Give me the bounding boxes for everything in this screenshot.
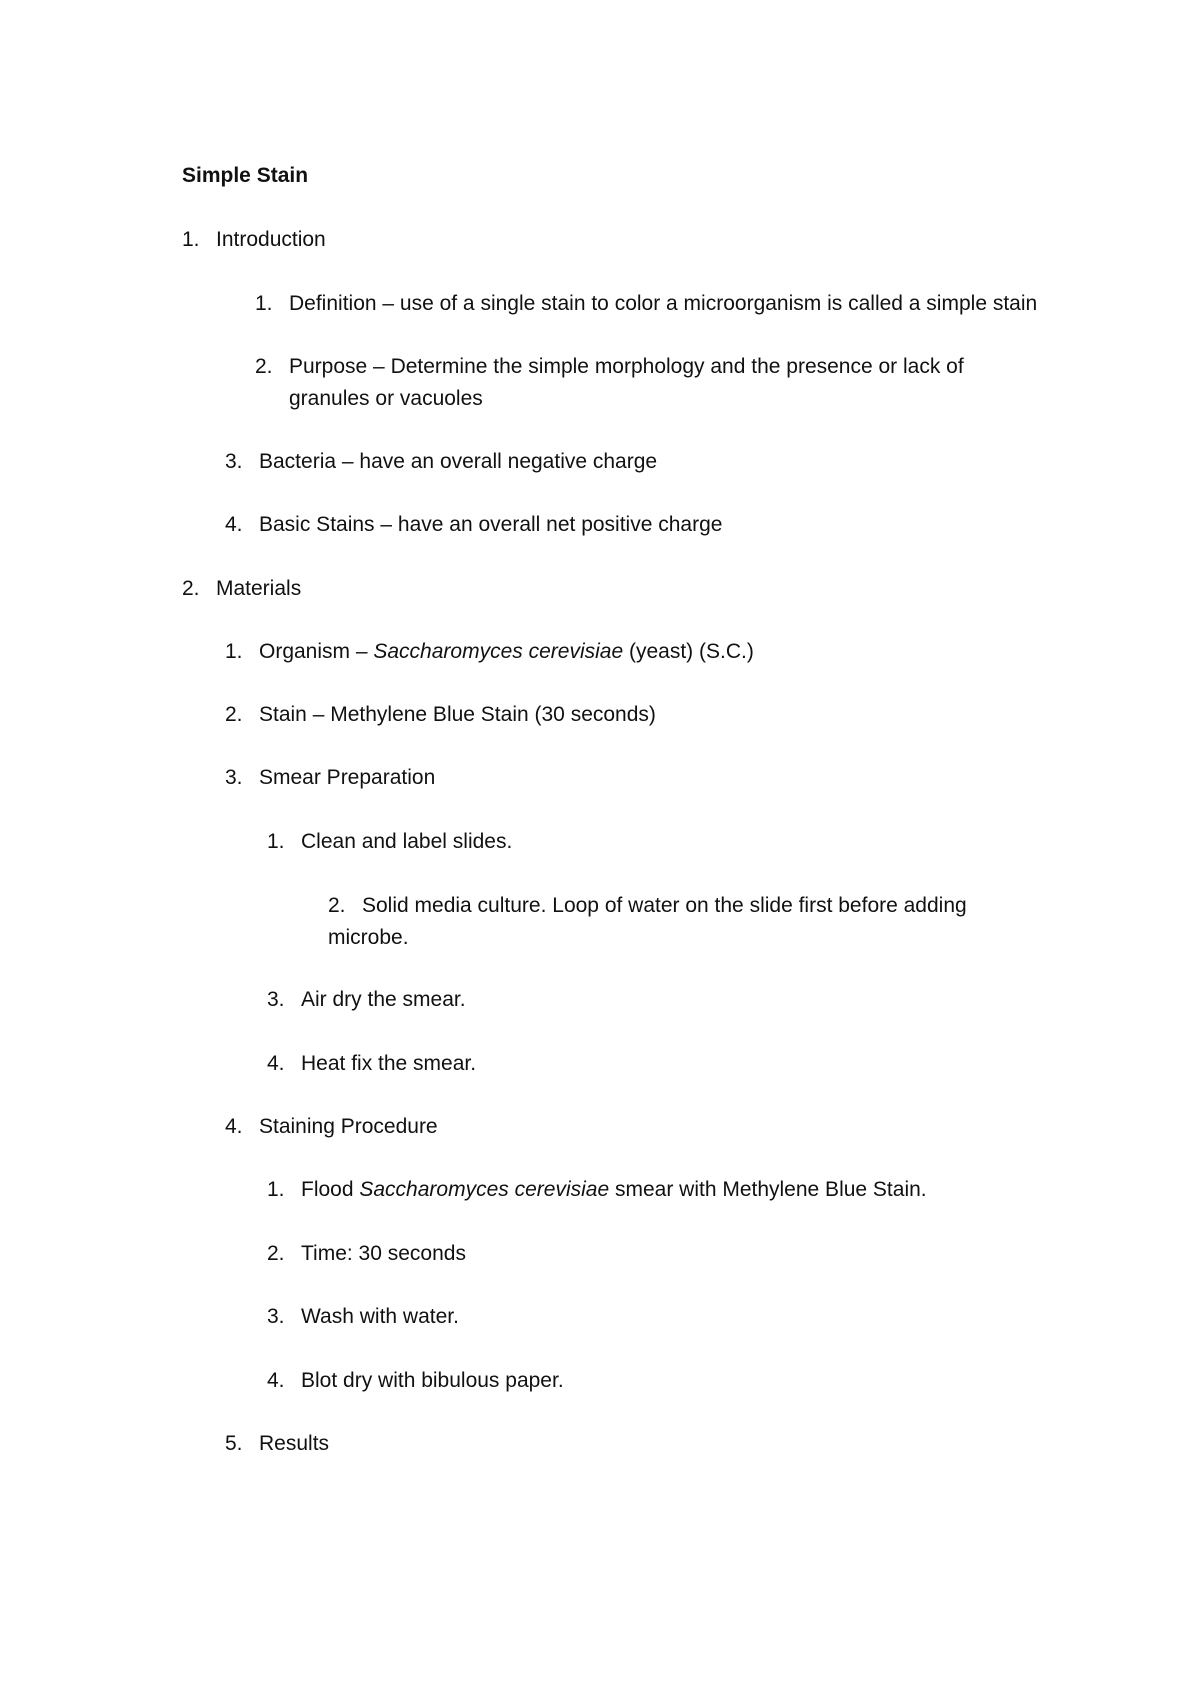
smear-step-solid-media	[328, 890, 1048, 954]
materials-item-results	[225, 1428, 329, 1460]
staining-step-wash	[267, 1301, 459, 1333]
list-text: Air dry the smear.	[301, 988, 466, 1011]
list-number: 1.	[267, 1178, 285, 1201]
list-number: 5.	[225, 1432, 243, 1455]
list-text: Results	[259, 1432, 330, 1455]
list-number: 1.	[225, 640, 243, 663]
list-text: Introduction	[216, 228, 326, 251]
section-introduction-heading	[182, 224, 326, 256]
list-number: 1.	[267, 830, 285, 853]
staining-step-blot-dry	[267, 1365, 564, 1397]
list-text: Bacteria – have an overall negative charge	[259, 450, 658, 473]
list-text: Stain – Methylene Blue Stain (30 seconds)	[259, 703, 656, 726]
list-text: Clean and label slides.	[301, 830, 513, 853]
list-number: 2.	[267, 1242, 285, 1265]
list-text: Smear Preparation	[259, 766, 436, 789]
list-number: 4.	[267, 1052, 285, 1075]
intro-item-definition	[255, 288, 1037, 320]
list-text: Wash with water.	[301, 1305, 459, 1328]
list-text: Materials	[216, 577, 302, 600]
list-number: 2.	[225, 703, 243, 726]
document-title: Simple Stain	[182, 164, 309, 187]
species-name: Saccharomyces cerevisiae	[373, 640, 624, 663]
list-text: Flood Saccharomyces cerevisiae smear with Methylene Blue Stain.	[301, 1178, 927, 1201]
list-text: Purpose – Determine the simple morphology and the presence or lack of granules or vacuoles	[289, 355, 964, 410]
list-number: 2.	[328, 894, 346, 917]
materials-item-staining-procedure	[225, 1111, 438, 1143]
list-number: 2.	[255, 355, 273, 378]
list-number: 3.	[225, 766, 243, 789]
list-number: 3.	[267, 988, 285, 1011]
list-number: 1.	[182, 228, 200, 251]
list-number: 1.	[255, 292, 273, 315]
materials-item-smear-preparation	[225, 762, 435, 794]
staining-step-flood	[267, 1174, 927, 1206]
materials-item-stain	[225, 699, 656, 731]
smear-step-air-dry	[267, 984, 466, 1016]
intro-item-basic-stains	[225, 509, 722, 541]
list-number: 4.	[225, 1115, 243, 1138]
list-text: Organism – Saccharomyces cerevisiae (yeast) (S.C.)	[259, 640, 754, 663]
list-text: Basic Stains – have an overall net positive charge	[259, 513, 723, 536]
list-number: 3.	[225, 450, 243, 473]
list-number: 3.	[267, 1305, 285, 1328]
list-number: 4.	[225, 513, 243, 536]
intro-item-purpose	[255, 351, 1075, 415]
list-text: Time: 30 seconds	[301, 1242, 466, 1265]
list-text: Heat fix the smear.	[301, 1052, 477, 1075]
list-text: Blot dry with bibulous paper.	[301, 1369, 564, 1392]
list-text: Solid media culture. Loop of water on the slide first before adding microbe.	[328, 894, 967, 949]
list-number: 4.	[267, 1369, 285, 1392]
smear-step-clean	[267, 826, 512, 858]
materials-item-organism	[225, 636, 754, 668]
species-name: Saccharomyces cerevisiae	[359, 1178, 610, 1201]
section-materials-heading	[182, 573, 301, 605]
staining-step-time	[267, 1238, 466, 1270]
list-text: Staining Procedure	[259, 1115, 438, 1138]
smear-step-heat-fix	[267, 1048, 476, 1080]
list-text: Definition – use of a single stain to color a microorganism is called a simple stain	[289, 292, 1038, 315]
intro-item-bacteria	[225, 446, 657, 478]
list-number: 2.	[182, 577, 200, 600]
